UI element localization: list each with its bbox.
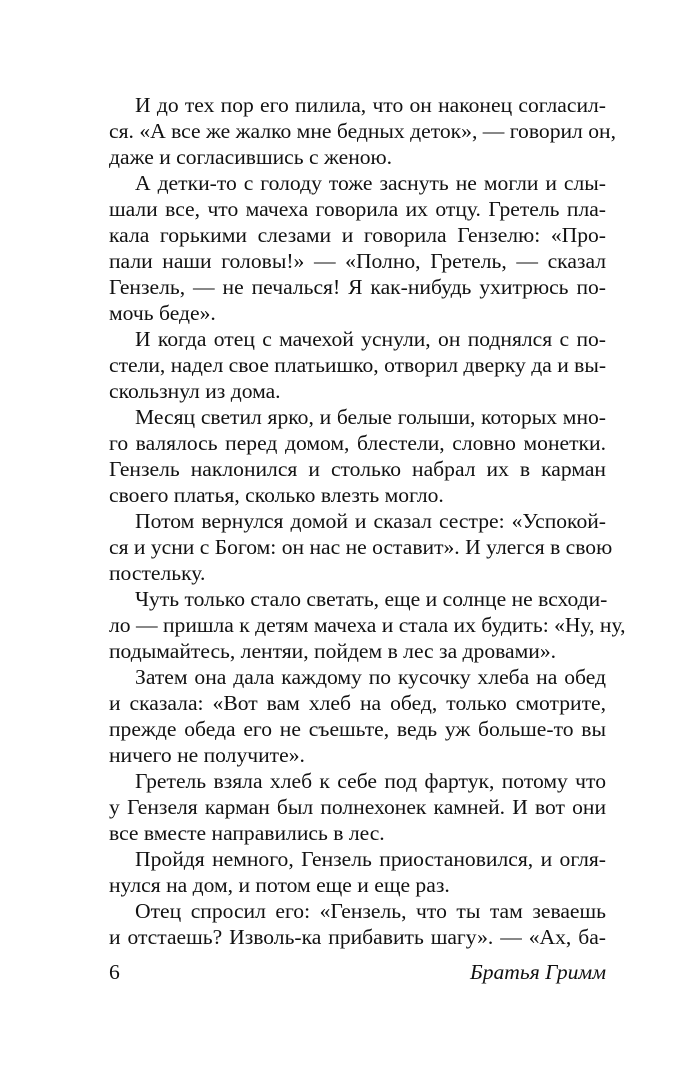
text-line: Затем она дала каждому по кусочку хлеба на обед [135, 665, 606, 689]
text-line: Пройдя немного, Гензель приостановился, и огля- [135, 847, 606, 871]
text-line: прежде обеда его не съешьте, ведь уж больше-то вы [109, 717, 606, 741]
running-footer-author: Братья Гримм [469, 960, 606, 984]
text-line: И когда отец с мачехой уснули, он поднялся с по- [135, 327, 606, 351]
text-line: своего платья, сколько влезть могло. [109, 483, 444, 507]
text-line: Гензель наклонился и столько набрал их в карман [109, 457, 606, 481]
text-line: все вместе направились в лес. [109, 821, 385, 845]
text-line: и отстаешь? Изволь-ка прибавить шагу». — «Ах, ба- [109, 925, 606, 949]
text-line: нулся на дом, и потом еще и еще раз. [109, 873, 450, 897]
text-line: кала горькими слезами и говорила Гензелю: «Про- [109, 223, 606, 247]
text-line: мочь беде». [109, 301, 216, 325]
text-line: пали наши головы!» — «Полно, Гретель, — сказал [109, 249, 606, 273]
text-line: И до тех пор его пилила, что он наконец согласил- [135, 93, 606, 117]
text-line: Потом вернулся домой и сказал сестре: «Успокой- [135, 509, 606, 533]
text-line: стели, надел свое платьишко, отворил дверку да и вы- [109, 353, 607, 377]
text-line: А детки-то с голоду тоже заснуть не могли и слы- [135, 171, 606, 195]
text-line: ся и усни с Богом: он нас не оставит». И улегся в свою [109, 535, 613, 559]
text-line: Отец спросил его: «Гензель, что ты там зеваешь [135, 899, 606, 923]
text-line: скользнул из дома. [109, 379, 281, 403]
text-line: и сказала: «Вот вам хлеб на обед, только смотрите, [109, 691, 606, 715]
text-line: шали все, что мачеха говорила их отцу. Гретель пла- [109, 197, 606, 221]
text-line: Гретель взяла хлеб к себе под фартук, потому что [135, 769, 606, 793]
text-line: ничего не получите». [109, 743, 305, 767]
text-line: у Гензеля карман был полнехонек камней. И вот они [109, 795, 606, 819]
text-line: постельку. [109, 561, 206, 585]
text-line: Месяц светил ярко, и белые голыши, которых мно- [135, 405, 606, 429]
text-line: ся. «А все же жалко мне бедных деток», — говорил он, [109, 119, 616, 143]
text-line: го валялось перед домом, блестели, словно монетки. [109, 431, 606, 455]
text-line: подымайтесь, лентяи, пойдем в лес за дровами». [109, 639, 557, 663]
text-line: Чуть только стало светать, еще и солнце не всходи- [135, 587, 608, 611]
text-line: Гензель, — не печалься! Я как-нибудь ухитрюсь по- [109, 275, 606, 299]
page-number: 6 [109, 960, 120, 984]
text-line: ло — пришла к детям мачеха и стала их будить: «Ну, ну, [109, 613, 626, 637]
text-line: даже и согласившись с женою. [109, 145, 393, 169]
